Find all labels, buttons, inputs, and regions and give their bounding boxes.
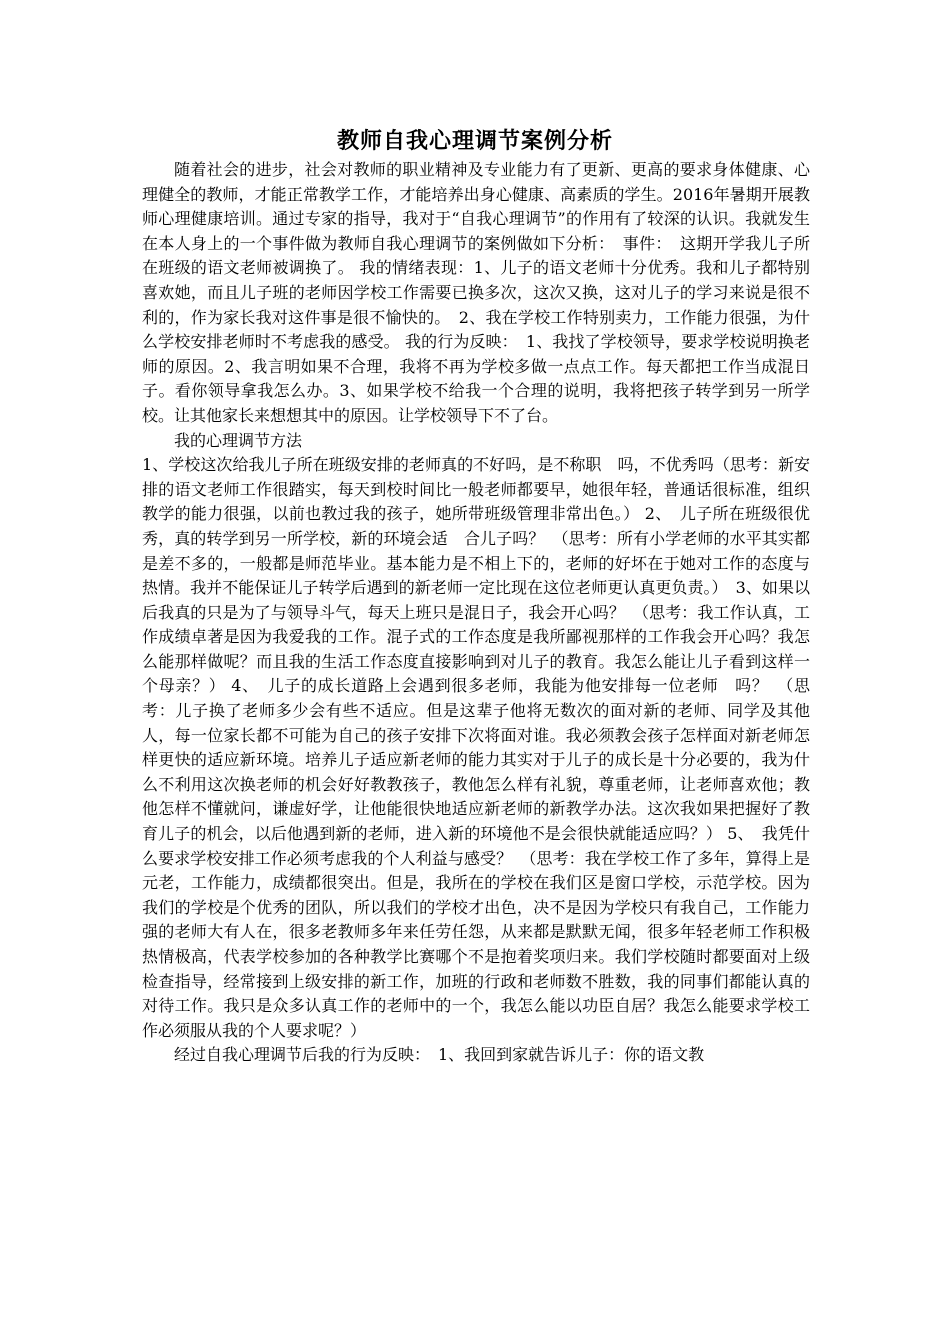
paragraph-intro: 随着社会的进步，社会对教师的职业精神及专业能力有了更新、更高的要求身体健康、心理健全的教师，才能正常教学工作，才能培养出身心健康、高素质的学生。2016年暑期开展教师心理健康培训。通过专家的指导，我对于“自我心理调节”的作用有了较深的认识。我就发生在本人身上的一个事件做为教师自我心理调节的案例做如下分析： 事件： 这期开学我儿子所在班级的语文老师被调换了。 我的情绪表现：1、儿子的语文老师十分优秀。我和儿子都特别喜欢她，而且儿子班的老师因学校工作需要已换多次，这次又换，这对儿子的学习来说是很不利的，作为家长我对这件事是很不愉快的。 2、我在学校工作特别卖力，工作能力很强，为什么学校安排老师时不考虑我的感受。 我的行为反映： 1、我找了学校领导，要求学校说明换老师的原因。2、我言明如果不合理，我将不再为学校多做一点点工作。每天都把工作当成混日子。看你领导拿我怎么办。3、如果学校不给我一个合理的说明，我将把孩子转学到另一所学校。让其他家长来想想其中的原因。让学校领导下不了台。 (142, 160, 810, 425)
paragraph-outcome: 经过自我心理调节后我的行为反映： 1、我回到家就告诉儿子：你的语文教 (174, 1045, 705, 1065)
document-title: 教师自我心理调节案例分析 (336, 129, 613, 154)
paragraph-method-heading: 我的心理调节方法 (174, 430, 303, 450)
paragraph-method-list: 1、学校这次给我儿子所在班级安排的老师真的不好吗，是不称职 吗，不优秀吗（思考：新安排的语文老师工作很踏实，每天到校时间比一般老师都要早，她很年轻，普通话很标准，组织教学的能力很强，以前也教过我的孩子，她所带班级管理非常出色。） 2、 儿子所在班级很优秀，真的转学到另一所学校，新的环境会适 合儿子吗？ （思考：所有小学老师的水平其实都是差不多的，一般都是师范毕业。基本能力是不相上下的，老师的好坏在于她对工作的态度与热情。我并不能保证儿子转学后遇到的新老师一定比现在这位老师更认真更负责。） 3、如果以后我真的只是为了与领导斗气，每天上班只是混日子，我会开心吗？ （思考：我工作认真，工作成绩卓著是因为我爱我的工作。混子式的工作态度是我所鄙视那样的工作我会开心吗？我怎么能那样做呢？而且我的生活工作态度直接影响到对儿子的教育。我怎么能让儿子看到这样一个母亲？） 4、 儿子的成长道路上会遇到很多老师，我能为他安排每一位老师 吗？ （思考：儿子换了老师多少会有些不适应。但是这辈子他将无数次的面对新的老师、同学及其他人，每一位家长都不可能为自己的孩子安排下次将面对谁。我必须教会孩子怎样面对新老师怎样更快的适应新环境。培养儿子适应新老师的能力其实对于儿子的成长是十分必要的，我为什么不利用这次换老师的机会好好教教孩子，教他怎么样有礼貌，尊重老师，让老师喜欢他；教他怎样不懂就问，谦虚好学，让他能很快地适应新老师的新教学办法。这次我如果把握好了教育儿子的机会，以后他遇到新的老师，进入新的环境他不是会很快就能适应吗？） 5、 我凭什么要求学校安排工作必须考虑我的个人利益与感受？ （思考：我在学校工作了多年，算得上是元老，工作能力，成绩都很突出。但是，我所在的学校在我们区是窗口学校，示范学校。因为我们的学校是个优秀的团队，所以我们的学校才出色，决不是因为学校只有我自己，工作能力强的老师大有人在，很多老教师多年来任劳任怨，从来都是默默无闻，很多年轻老师工作积极热情极高，代表学校参加的各种教学比赛哪个不是抱着奖项归来。我们学校随时都要面对上级检查指导，经常接到上级安排的新工作，加班的行政和老师数不胜数，我的同事们都能认真的对待工作。我只是众多认真工作的老师中的一个，我怎么能以功臣自居？我怎么能要求学校工作必须服从我的个人要求呢？） (142, 455, 810, 1040)
document-body (142, 158, 810, 1068)
